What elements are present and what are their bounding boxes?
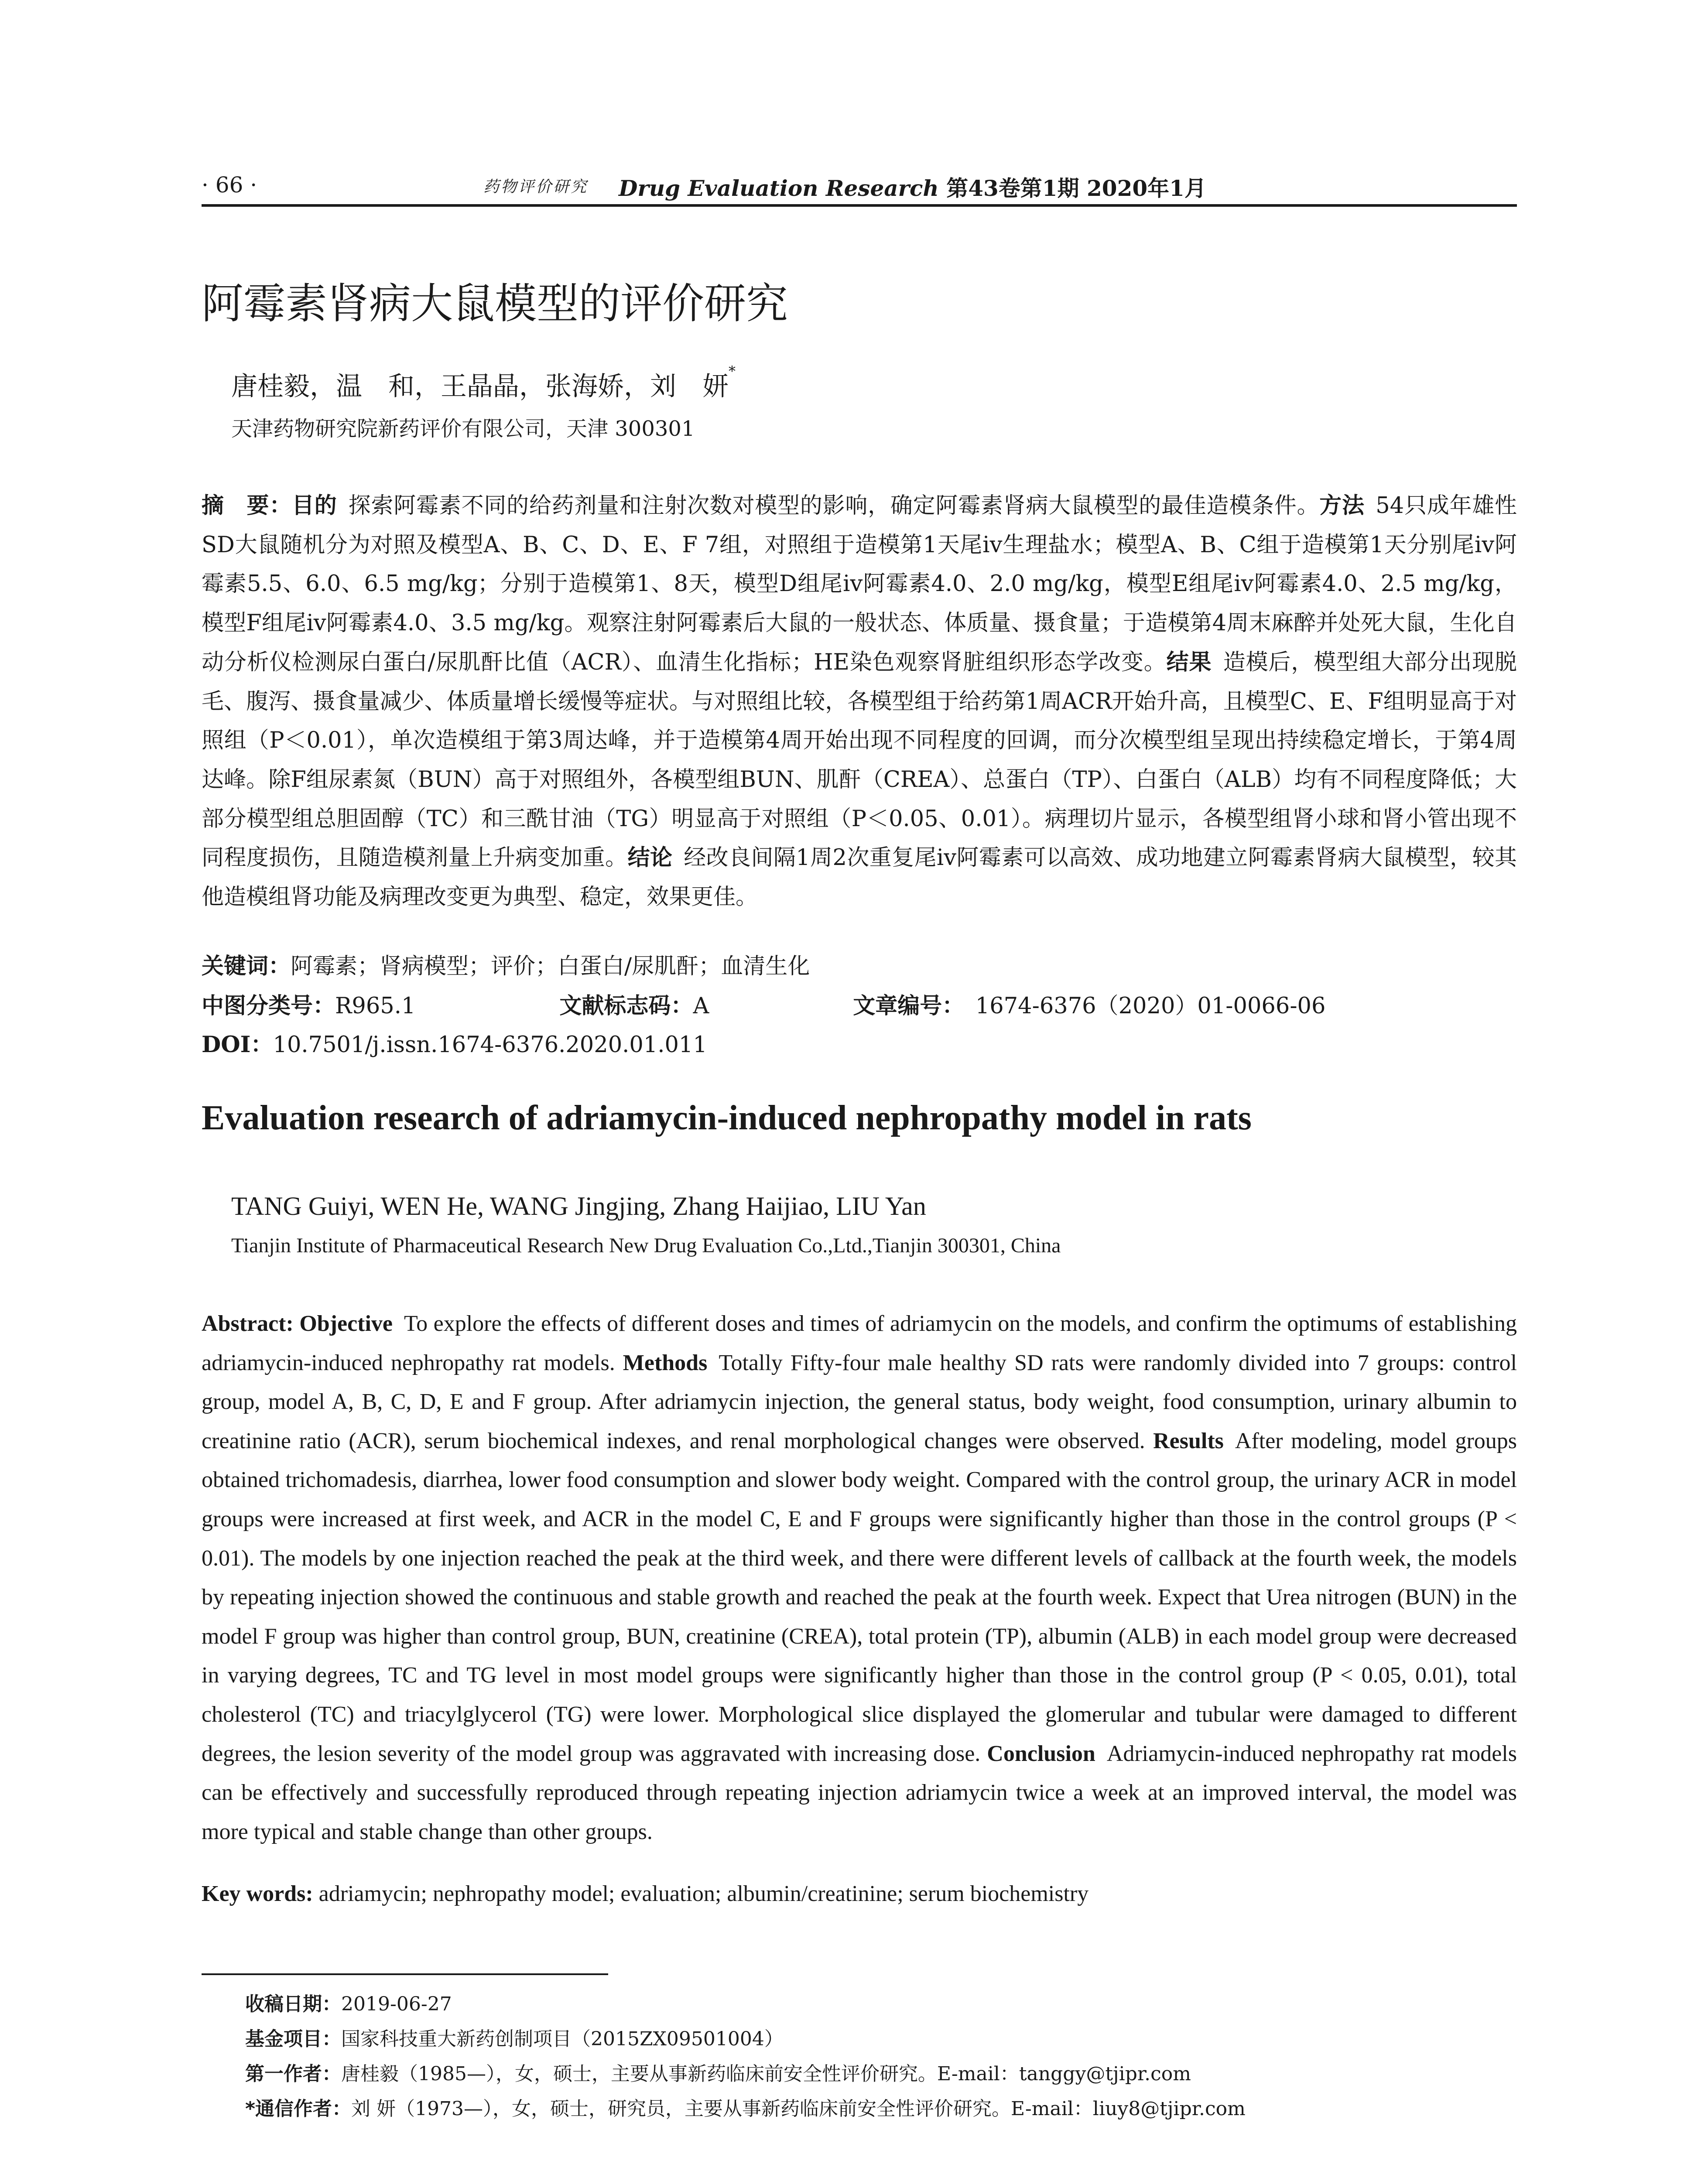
cn-abstract <box>202 486 1517 917</box>
fund-label: 基金项目： <box>245 2028 341 2050</box>
journal-name: Drug Evaluation Research <box>619 175 939 201</box>
doc-code-label: 文献标志码： <box>559 993 693 1019</box>
cn-author-list: 唐桂毅，温 和，王晶晶，张海娇，刘 妍 <box>231 371 729 402</box>
doc-code-value: A <box>693 993 709 1019</box>
cn-classification <box>202 987 1325 1026</box>
cn-abstract-label: 摘 要： <box>202 492 292 519</box>
corresponding-label: *通信作者： <box>245 2098 352 2120</box>
first-author-value: 唐桂毅（1985—），女，硕士，主要从事新药临床前安全性评价研究。E-mail：tanggy@tjipr.com <box>341 2063 1191 2085</box>
clc-label: 中图分类号： <box>202 993 335 1019</box>
article-no-label: 文章编号： <box>853 993 965 1019</box>
fund-value: 国家科技重大新药创制项目（2015ZX09501004） <box>341 2028 784 2050</box>
en-authors: TANG Guiyi, WEN He, WANG Jingjing, Zhang Haijiao, LIU Yan <box>231 1192 926 1220</box>
footnote-corresponding <box>245 2092 1246 2126</box>
en-abstract-label: Abstract: <box>202 1311 294 1336</box>
en-title: Evaluation research of adriamycin-induced nephropathy model in rats <box>202 1099 1252 1137</box>
en-methods-label: Methods <box>623 1350 708 1375</box>
received-label: 收稿日期： <box>245 1993 341 2015</box>
journal-logo: 药物评价研究 <box>483 178 589 196</box>
en-objective-label: Objective <box>299 1311 393 1336</box>
en-keywords-text: adriamycin; nephropathy model; evaluation; albumin/creatinine; serum biochemistry <box>318 1881 1089 1906</box>
en-objective-text: To explore the effects of different doses and times of adriamycin on the models, and confirm the optimums of establishing adriamycin-induced nephropathy rat models. <box>202 1311 1517 1375</box>
footnote-divider <box>202 1973 608 1975</box>
cn-conclusion-label: 结论 <box>627 844 673 871</box>
en-results-label: Results <box>1153 1428 1224 1453</box>
header-divider <box>202 204 1517 207</box>
footnote-first-author <box>245 2057 1191 2092</box>
cn-keywords <box>202 947 810 986</box>
first-author-label: 第一作者： <box>245 2063 341 2085</box>
clc-value: R965.1 <box>335 993 416 1019</box>
en-keywords-label: Key words: <box>202 1881 313 1906</box>
cn-objective-label: 目的 <box>292 492 337 519</box>
article-no-value: 1674-6376（2020）01-0066-06 <box>975 993 1326 1019</box>
cn-keywords-label: 关键词： <box>202 953 291 979</box>
page-number: · 66 · <box>202 172 257 198</box>
cn-keywords-text: 阿霉素；肾病模型；评价；白蛋白/尿肌酐；血清生化 <box>291 954 810 979</box>
cn-title: 阿霉素肾病大鼠模型的评价研究 <box>202 279 788 328</box>
cn-authors <box>231 363 736 403</box>
cn-methods-text: 54只成年雄性SD大鼠随机分为对照及模型A、B、C、D、E、F 7组，对照组于造模第1天尾iv生理盐水；模型A、B、C组于造模第1天分别尾iv阿霉素5.5、6.0、6.5 mg/kg；分别于造模第1、8天，模型D组尾iv阿霉素4.0、2.0 mg/kg，模型E组尾iv阿霉素4.0、2.5 mg/kg，模型F组尾iv阿霉素4.0、3.5 mg/kg。观察注射阿霉素后大鼠的一般状态、体质量、摄食量；于造模第4周末麻醉并处死大鼠，生化自动分析仪检测尿白蛋白/尿肌酐比值（ACR）、血清生化指标；HE染色观察肾脏组织形态学改变。 <box>202 493 1517 675</box>
cn-results-label: 结果 <box>1166 649 1212 675</box>
cn-results-text: 造模后，模型组大部分出现脱毛、腹泻、摄食量减少、体质量增长缓慢等症状。与对照组比较，各模型组于给药第1周ACR开始升高，且模型C、E、F组明显高于对照组（P＜0.01），单次造模组于第3周达峰，并于造模第4周开始出现不同程度的回调，而分次模型组呈现出持续稳定增长，于第4周达峰。除F组尿素氮（BUN）高于对照组外，各模型组BUN、肌酐（CREA）、总蛋白（TP）、白蛋白（ALB）均有不同程度降低；大部分模型组总胆固醇（TC）和三酰甘油（TG）明显高于对照组（P＜0.05、0.01）。病理切片显示，各模型组肾小球和肾小管出现不同程度损伤，且随造模剂量上升病变加重。 <box>202 649 1517 871</box>
en-conclusion-label: Conclusion <box>987 1741 1095 1766</box>
cn-objective-text: 探索阿霉素不同的给药剂量和注射次数对模型的影响，确定阿霉素肾病大鼠模型的最佳造模条件。 <box>348 493 1320 519</box>
footnote-fund <box>245 2022 784 2057</box>
en-keywords <box>202 1881 1088 1907</box>
en-affiliation: Tianjin Institute of Pharmaceutical Research New Drug Evaluation Co.,Ltd.,Tianjin 300301, China <box>231 1234 1061 1257</box>
journal-header <box>619 171 1206 202</box>
corresponding-value: 刘 妍（1973—），女，硕士，研究员，主要从事新药临床前安全性评价研究。E-mail：liuy8@tjipr.com <box>351 2098 1246 2120</box>
en-methods-text: Totally Fifty-four male healthy SD rats were randomly divided into 7 groups: control group, model A, B, C, D, E and F group. After adriamycin injection, the general status, body weight, food consumption, urinary albumin to creatinine ratio (ACR), serum biochemical indexes, and renal morphological changes were observed. <box>202 1350 1517 1453</box>
cn-methods-label: 方法 <box>1319 492 1365 519</box>
cn-affiliation: 天津药物研究院新药评价有限公司，天津 300301 <box>231 417 695 441</box>
received-value: 2019-06-27 <box>341 1993 452 2015</box>
footnote-received <box>245 1987 452 2022</box>
cn-conclusion-text: 经改良间隔1周2次重复尾iv阿霉素可以高效、成功地建立阿霉素肾病大鼠模型，较其他造模组肾功能及病理改变更为典型、稳定，效果更佳。 <box>202 845 1517 910</box>
issue-info: 第43卷第1期 2020年1月 <box>946 175 1206 201</box>
en-results-text: After modeling, model groups obtained trichomadesis, diarrhea, lower food consumption and slower body weight. Compared with the control group, the urinary ACR in model groups were increased at first week, and ACR in the model C, E and F groups were significantly higher than those in the control groups (P < 0.01). The models by one injection reached the peak at the third week, and there were different levels of callback at the fourth week, the models by repeating injection showed the continuous and stable growth and reached the peak at the fourth week. Expect that Urea nitrogen (BUN) in the model F group was higher than control group, BUN, creatinine (CREA), total protein (TP), albumin (ALB) in each model group were decreased in varying degrees, TC and TG level in most model groups were significantly higher than those in the control group (P < 0.05, 0.01), total cholesterol (TC) and triacylglycerol (TG) were lower. Morphological slice displayed the glomerular and tubular were damaged to different degrees, the lesion severity of the model group was aggravated with increasing dose. <box>202 1428 1517 1766</box>
cn-doi <box>202 1026 707 1064</box>
doi-value: 10.7501/j.issn.1674-6376.2020.01.011 <box>273 1032 707 1058</box>
en-abstract <box>202 1304 1517 1851</box>
corresponding-mark: * <box>729 363 736 379</box>
en-conclusion-text: Adriamycin-induced nephropathy rat models can be effectively and successfully reproduced through repeating injection adriamycin twice a week at an improved interval, the model was more typical and stable change than other groups. <box>202 1741 1517 1844</box>
doi-label: DOI： <box>202 1032 273 1058</box>
